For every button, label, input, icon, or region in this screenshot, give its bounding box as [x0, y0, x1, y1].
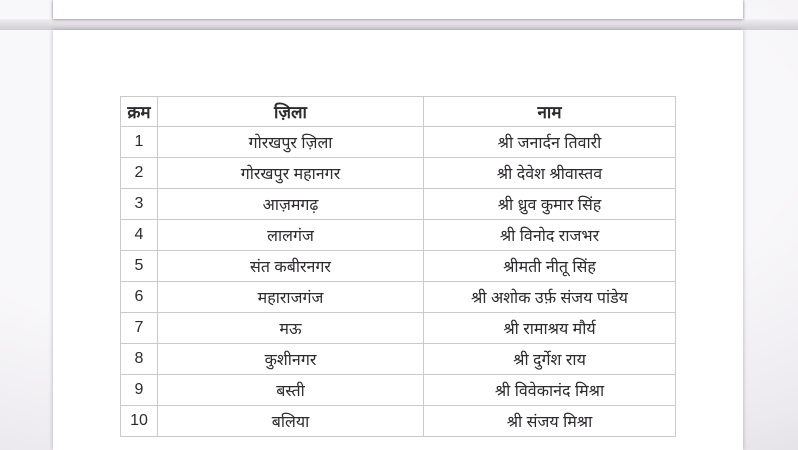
table-row [121, 375, 676, 406]
cell-district: बलिया [158, 406, 424, 437]
table-row [121, 127, 676, 158]
top-card-partial [53, 0, 743, 19]
cell-name: श्री विवेकानंद मिश्रा [424, 375, 676, 406]
cell-serial: 1 [121, 127, 158, 158]
table-row [121, 220, 676, 251]
cell-serial: 7 [121, 313, 158, 344]
table-row [121, 313, 676, 344]
cell-name: श्री दुर्गेश राय [424, 344, 676, 375]
cell-district: आज़मगढ़ [158, 189, 424, 220]
cell-name: श्री संजय मिश्रा [424, 406, 676, 437]
table-header-row [121, 97, 676, 127]
cell-name: श्री ध्रुव कुमार सिंह [424, 189, 676, 220]
cell-district: गोरखपुर महानगर [158, 158, 424, 189]
cell-district: गोरखपुर ज़िला [158, 127, 424, 158]
cell-serial: 10 [121, 406, 158, 437]
cell-name: श्री जनार्दन तिवारी [424, 127, 676, 158]
cell-name: श्री अशोक उर्फ़ संजय पांडेय [424, 282, 676, 313]
cell-name: श्री रामाश्रय मौर्य [424, 313, 676, 344]
table-row [121, 189, 676, 220]
table-row [121, 406, 676, 437]
cell-serial: 9 [121, 375, 158, 406]
cell-district: कुशीनगर [158, 344, 424, 375]
table-row [121, 251, 676, 282]
table-row [121, 344, 676, 375]
cell-serial: 6 [121, 282, 158, 313]
table-body [121, 127, 676, 437]
officials-table [120, 96, 676, 437]
table-row [121, 158, 676, 189]
cell-serial: 2 [121, 158, 158, 189]
cell-serial: 8 [121, 344, 158, 375]
cell-name: श्री विनोद राजभर [424, 220, 676, 251]
cell-serial: 5 [121, 251, 158, 282]
content-card [53, 30, 743, 450]
header-serial: क्रम [121, 97, 158, 127]
table-row [121, 282, 676, 313]
header-district: ज़िला [158, 97, 424, 127]
cell-district: बस्ती [158, 375, 424, 406]
cell-district: मऊ [158, 313, 424, 344]
cell-name: श्रीमती नीतू सिंह [424, 251, 676, 282]
cell-name: श्री देवेश श्रीवास्तव [424, 158, 676, 189]
cell-district: लालगंज [158, 220, 424, 251]
cell-district: महाराजगंज [158, 282, 424, 313]
cell-serial: 4 [121, 220, 158, 251]
cell-district: संत कबीरनगर [158, 251, 424, 282]
cell-serial: 3 [121, 189, 158, 220]
header-name: नाम [424, 97, 676, 127]
card-gap-band [0, 19, 798, 30]
